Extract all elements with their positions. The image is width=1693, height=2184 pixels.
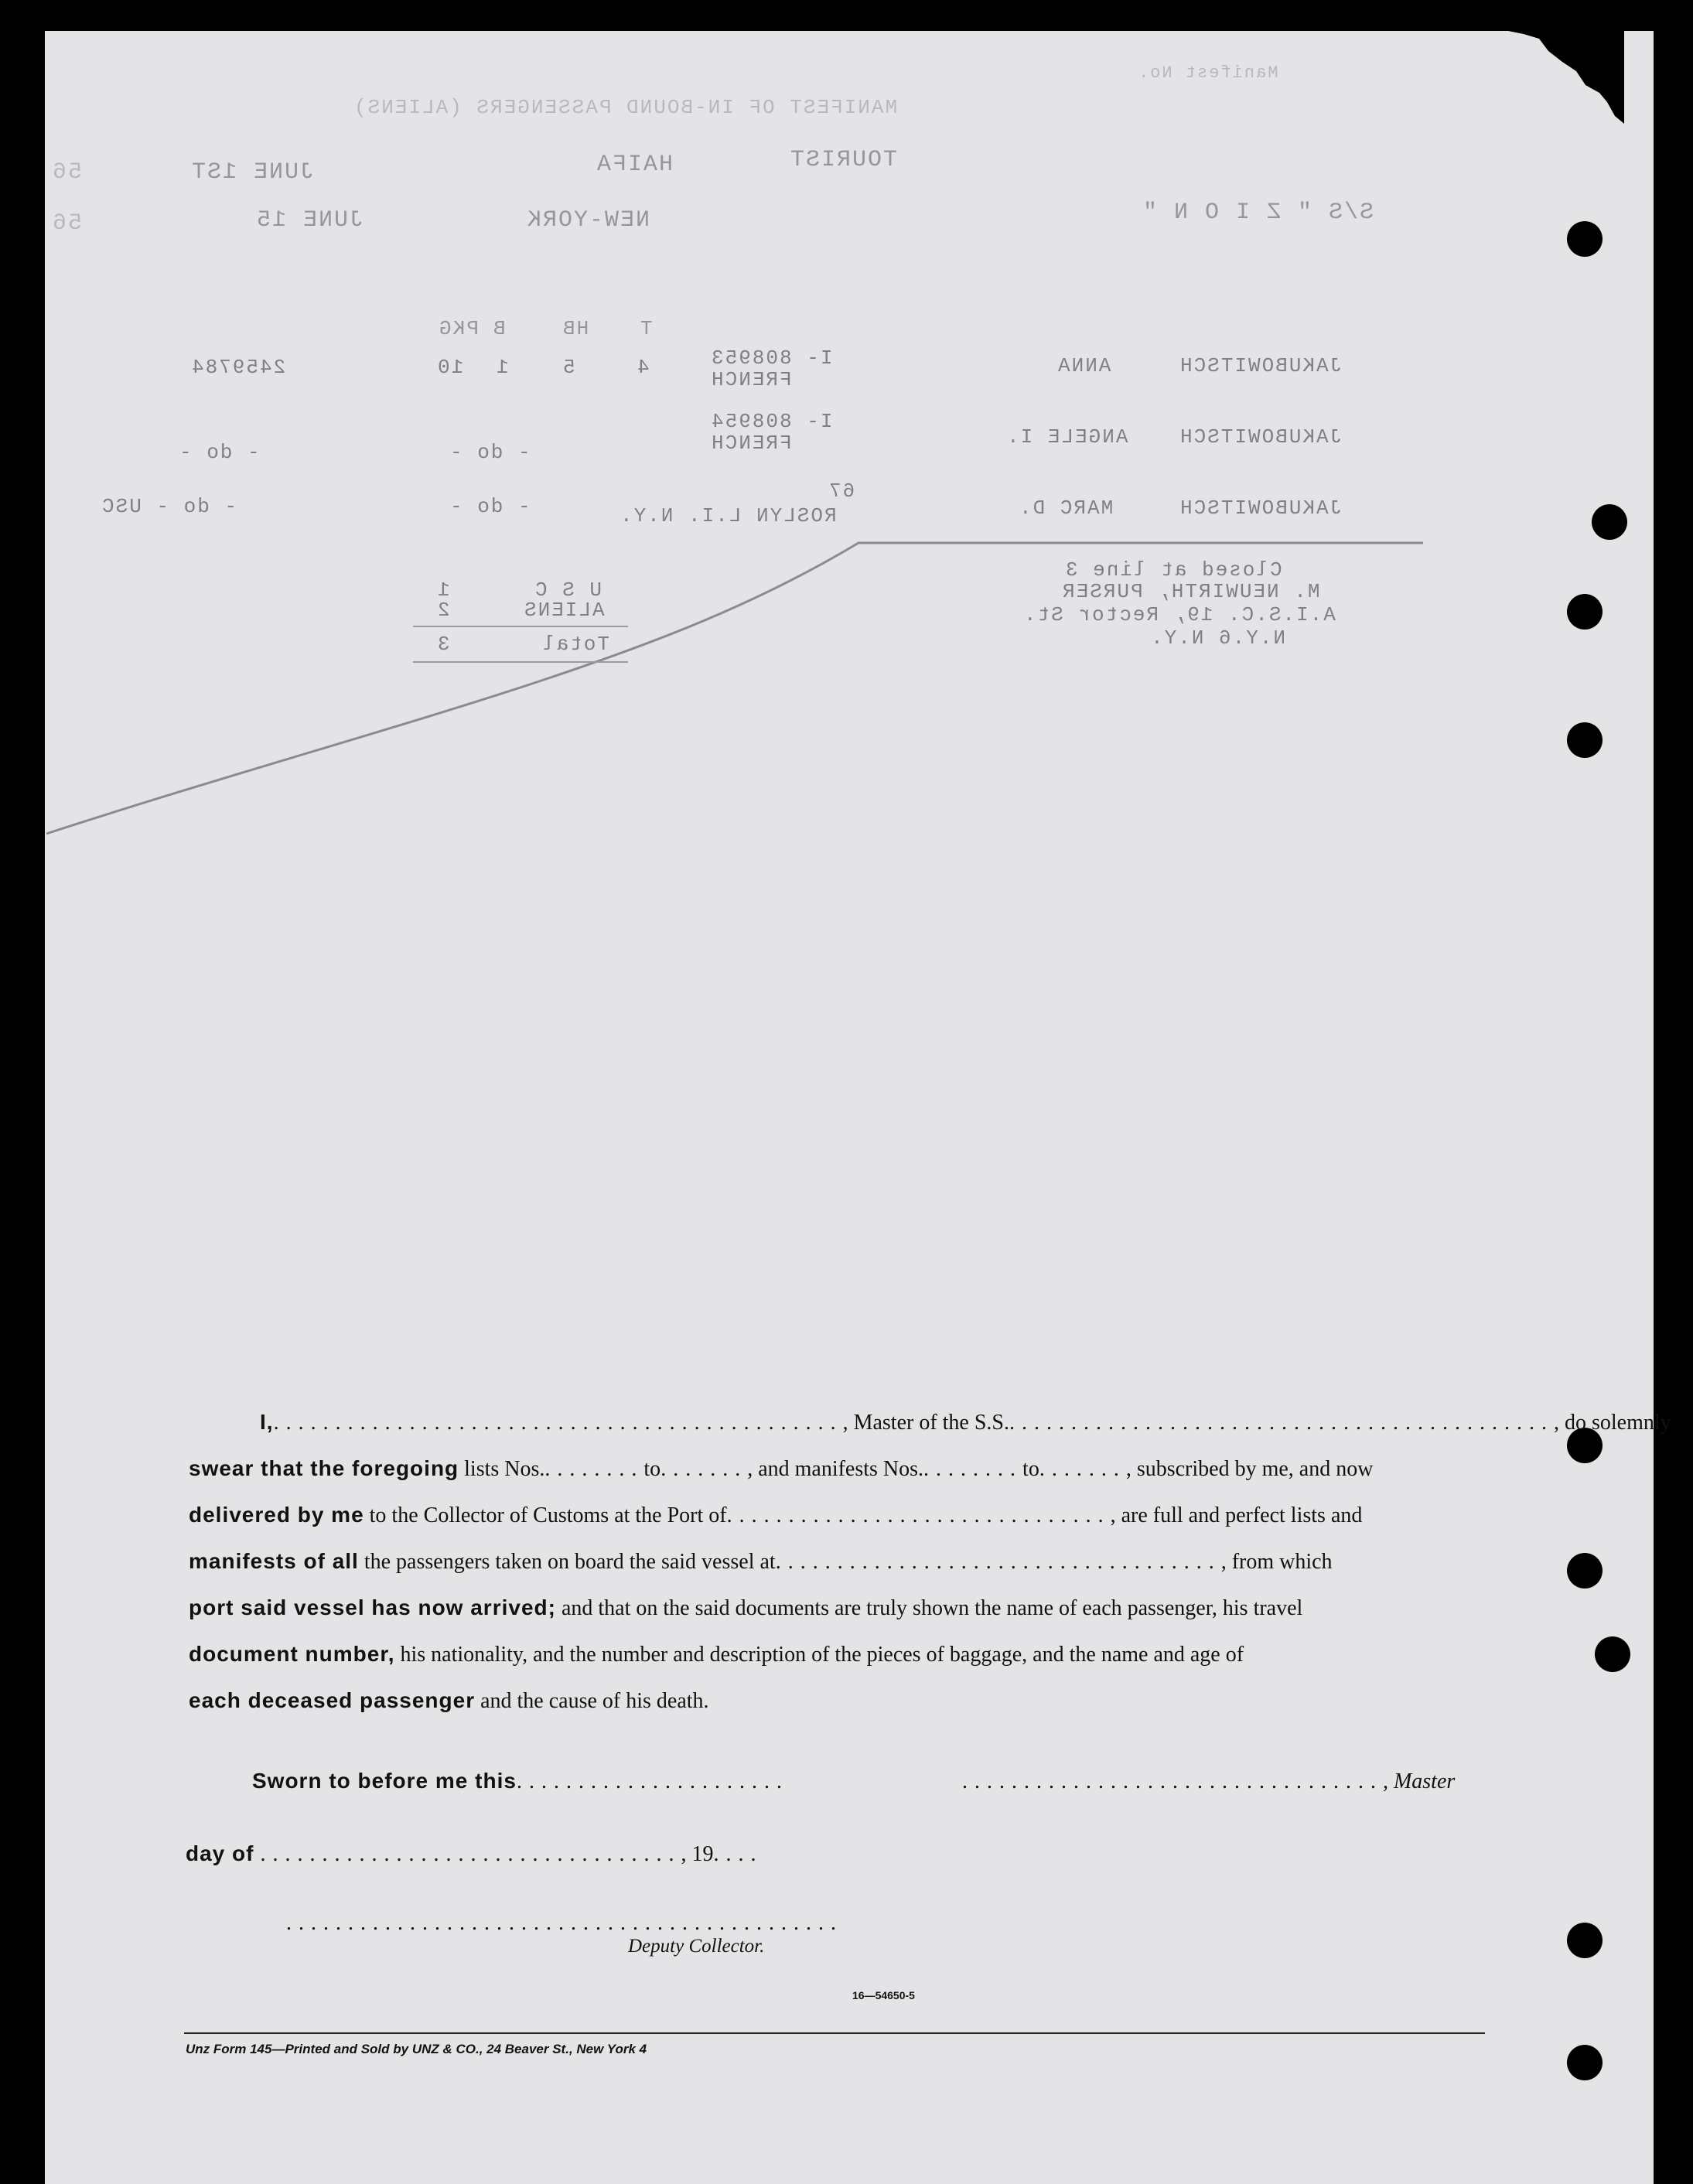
oath-line-4 <box>189 1550 1485 1574</box>
bleed-ditto: - do - USC <box>101 495 237 518</box>
bleed-totals-label: U S C <box>534 578 602 602</box>
oath-day-of: day of <box>186 1841 254 1865</box>
oath-sworn: Sworn to before me this <box>252 1769 517 1793</box>
oath-master-of-ss: , Master of the S.S. <box>842 1411 1009 1435</box>
bleed-passenger-surname: JAKUBOWITSCH <box>1179 425 1343 449</box>
bleed-baggage-value: 5 <box>561 356 575 379</box>
bleed-passenger-doc: I- 808954 <box>710 410 833 433</box>
blank-manifests-to[interactable]: . . . . . . . <box>1039 1457 1126 1481</box>
binder-hole <box>1567 1553 1603 1589</box>
oath-to: to <box>643 1457 661 1481</box>
binder-hole <box>1567 2045 1603 2080</box>
bleed-totals-label: Total <box>541 633 610 656</box>
blank-manifests-from[interactable]: . . . . . . . . <box>923 1457 1023 1481</box>
oath-sworn-line <box>189 1769 1485 1793</box>
blank-master-name[interactable]: . . . . . . . . . . . . . . . . . . . . . . . . . . . . . . . . . . . . . . . . . . . . . . <box>273 1411 843 1435</box>
oath-i: I, <box>260 1410 274 1434</box>
blank-port-of-departure[interactable]: . . . . . . . . . . . . . . . . . . . . . . . . . . . . . . . . . . . . <box>775 1550 1221 1574</box>
oath-bold-phrase: delivered by me <box>189 1503 364 1527</box>
oath-line-1 <box>189 1410 1671 1435</box>
blank-year[interactable]: . . . . <box>713 1842 757 1866</box>
bleed-ditto: - do - <box>449 495 531 518</box>
bleed-totals-value: 3 <box>436 633 450 656</box>
bleed-passenger-surname: JAKUBOWITSCH <box>1179 497 1343 520</box>
oath-do-solemnly: , do solemnly <box>1554 1411 1671 1435</box>
oath-bold-phrase: document number, <box>189 1642 395 1666</box>
oath-day-line <box>186 1842 1482 1866</box>
oath-lists-nos: lists Nos. <box>459 1457 545 1481</box>
bleed-baggage-header: T <box>639 317 653 340</box>
bleed-passenger-doc: I- 808953 <box>710 346 833 370</box>
oath-line-3 <box>189 1503 1485 1527</box>
printer-footer: Unz Form 145—Printed and Sold by UNZ & CO., 24 Beaver St., New York 4 <box>186 2042 647 2056</box>
bleed-baggage-value: 10 <box>436 356 464 379</box>
oath-master: , Master <box>1382 1769 1456 1793</box>
oath-line-2 <box>189 1457 1485 1481</box>
bleed-totals-value: 2 <box>436 599 450 622</box>
oath-cause-of-death: and the cause of his death. <box>475 1689 709 1713</box>
bleed-passenger-given: ANGELE I. <box>1005 425 1128 449</box>
blank-master-signature[interactable]: . . . . . . . . . . . . . . . . . . . . . . . . . . . . . . . . . . <box>961 1769 1383 1793</box>
form-number: 16—54650-5 <box>852 1989 915 2001</box>
oath-full-perfect: , are full and perfect lists and <box>1110 1503 1363 1527</box>
bleed-closing-note: M. NEUWIRTH, PURSER <box>1061 580 1320 603</box>
bleed-tag-number: 2459784 <box>190 356 286 379</box>
bleed-ditto: - do - <box>449 441 531 464</box>
bleed-manifest-header: MANIFEST OF IN-BOUND PASSENGERS (ALIENS) <box>353 96 898 119</box>
bleed-year: 56 <box>51 210 83 237</box>
oath-year-prefix: , 19 <box>681 1842 714 1866</box>
bleed-closing-note: Closed at line 3 <box>1064 558 1282 582</box>
oath-bold-phrase: swear that the foregoing <box>189 1456 459 1480</box>
bleed-port: HAIFA <box>596 152 674 178</box>
bleed-passenger-nationality: ROSLYN L.I. N.Y. <box>619 504 837 527</box>
oath-bold-phrase: port said vessel has now arrived; <box>189 1595 556 1619</box>
bleed-baggage-value: 1 <box>495 356 509 379</box>
oath-to: to <box>1022 1457 1039 1481</box>
bleed-totals-label: ALIENS <box>523 599 605 622</box>
oath-taken-on-board: the passengers taken on board the said vessel at <box>358 1550 776 1574</box>
bleed-year: 56 <box>51 159 83 186</box>
bleed-port: NEW-YORK <box>526 207 650 234</box>
blank-ship-name[interactable]: . . . . . . . . . . . . . . . . . . . . . . . . . . . . . . . . . . . . . . . . . . . . <box>1009 1411 1554 1435</box>
binder-hole <box>1595 1636 1630 1672</box>
oath-subscribed: , subscribed by me, and now <box>1125 1457 1374 1481</box>
bleed-passenger-surname: JAKUBOWITSCH <box>1179 354 1343 377</box>
bleed-ditto: - do - <box>178 441 260 464</box>
bleed-baggage-header: PKG <box>438 317 479 340</box>
bleed-passenger-given: MARC D. <box>1018 497 1114 520</box>
blank-lists-to[interactable]: . . . . . . . <box>660 1457 748 1481</box>
oath-line-6 <box>189 1643 1485 1667</box>
oath-bold-phrase: manifests of all <box>189 1549 359 1573</box>
oath-deputy-signature-line <box>286 1912 1582 1935</box>
bleed-closing-note: A.I.S.C. 19, Rector St. <box>1022 603 1336 626</box>
bleed-passenger-nationality: FRENCH <box>710 368 792 391</box>
bleed-totals-value: 1 <box>436 578 450 602</box>
blank-sworn-day[interactable]: . . . . . . . . . . . . . . . . . . . . . . <box>516 1769 789 1793</box>
oath-line-5 <box>189 1596 1485 1620</box>
bleed-date: JUNE 1ST <box>190 159 315 186</box>
blank-deputy-signature[interactable]: . . . . . . . . . . . . . . . . . . . . . . . . . . . . . . . . . . . . . . . . . . . . . <box>286 1911 837 1935</box>
bleed-date: JUNE 15 <box>255 207 364 234</box>
bleed-passenger-given: ANNA <box>1056 354 1111 377</box>
oath-nationality-baggage: his nationality, and the number and description of the pieces of baggage, and the name and age of <box>394 1643 1244 1667</box>
bleed-baggage-value: 4 <box>636 356 650 379</box>
bleed-class: TOURIST <box>789 147 898 173</box>
oath-deputy-collector: Deputy Collector. <box>628 1936 765 1957</box>
blank-port[interactable]: . . . . . . . . . . . . . . . . . . . . . . . . . . . . . . . <box>726 1503 1111 1527</box>
bleed-closing-stroke <box>0 0 1693 851</box>
footer-rule <box>184 2032 1485 2034</box>
bleed-passenger-nationality: FRENCH <box>710 432 792 455</box>
oath-bold-phrase: each deceased passenger <box>189 1688 476 1712</box>
bleed-baggage-header: B <box>492 317 506 340</box>
oath-line-7 <box>189 1689 1485 1713</box>
bleed-closing-note: N.Y.6 N.Y. <box>1149 626 1286 650</box>
bleed-header-note: Manifest No. <box>1137 63 1278 83</box>
blank-month[interactable]: . . . . . . . . . . . . . . . . . . . . . . . . . . . . . . . . . . <box>254 1842 681 1866</box>
oath-manifests-nos: , and manifests Nos. <box>747 1457 924 1481</box>
bleed-baggage-header: HB <box>561 317 589 340</box>
oath-documents-shown: and that on the said documents are truly shown the name of each passenger, his travel <box>555 1596 1303 1620</box>
bleed-ship-name: S/S " Z I O N " <box>1142 200 1374 226</box>
bleed-passenger-doc: 67 <box>828 479 855 503</box>
oath-from-which: , from which <box>1220 1550 1333 1574</box>
blank-lists-from[interactable]: . . . . . . . . <box>544 1457 644 1481</box>
oath-collector: to the Collector of Customs at the Port of <box>364 1503 727 1527</box>
